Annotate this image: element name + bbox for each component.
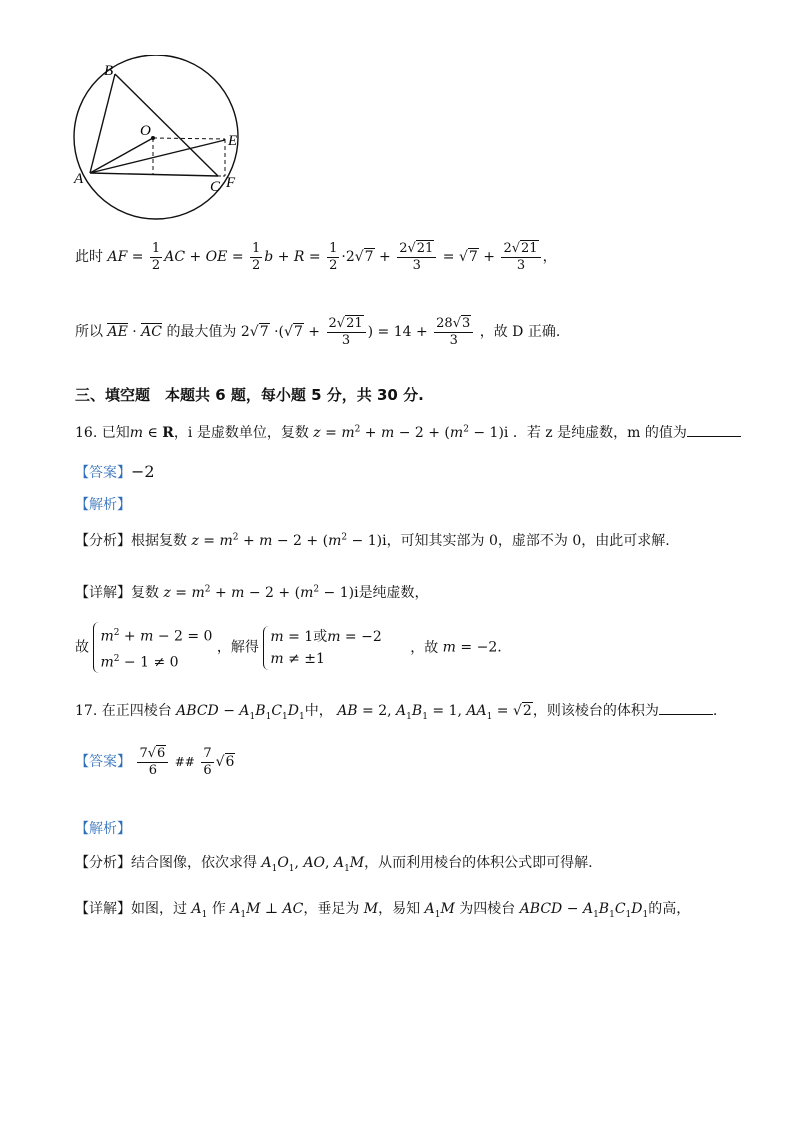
equation-AF: 此时 AF = $\frac{1}{2}$ AC + OE = $\frac{1}{2}$ b + R = $\frac{1}{2}$ ·2√7 + $\frac{2√21}{3}$ = √7 + $\frac{2√21}{3}$ ， [75, 240, 557, 273]
q16-jiexi: 【解析】 [75, 497, 131, 513]
q16-answer: 【答案】−2 [75, 462, 155, 481]
q16-stem: 16. 已知m ∈ R，i 是虚数单位，复数 $z = m^2 + m - 2 + (m^2 - 1)i$ ．若 z 是纯虚数，m 的值为 [75, 422, 741, 442]
q16-xiangjie: 【详解】复数 $z = m^2 + m - 2 + (m^2 - 1)i$是纯虚数， [75, 584, 429, 601]
label-F: F [226, 175, 236, 191]
segment-BC [115, 74, 218, 176]
label-B: B [104, 63, 114, 79]
answer-blank [659, 714, 713, 715]
equation-max-value: 所以 AE · AC 的最大值为 2√7 ·(√7 + $\frac{2√21}{3}$ ) = 14 + $\frac{28√3}{3}$ ，故 D 正确. [75, 315, 561, 348]
segment-AE [90, 140, 225, 173]
q17-stem: 17. 在正四棱台 ABCD − $A_1B_1C_1D_1$中， AB = 2, $A_1B_1 = 1$, $AA_1 = √2$，则该棱台的体积为 . [75, 703, 718, 722]
circle-figure [60, 55, 280, 245]
q17-fenxi: 【分析】结合图像，依次求得 $A_1O_1$, AO, $A_1M$，从而利用棱台的体积公式即可得解. [75, 855, 593, 874]
label-O: O [140, 123, 151, 139]
q17-xiangjie: 【详解】如图，过 $A_1$ 作 $A_1M$ ⊥ AC，垂足为 M，易知 $A_1M$ 为四棱台 ABCD − $A_1B_1C_1D_1$的高， [75, 901, 691, 920]
segment-AO [90, 138, 153, 173]
label-A: A [74, 171, 84, 187]
segment-AC [90, 173, 218, 176]
label-C: C [210, 179, 221, 195]
segment-OE-dashed [153, 138, 225, 139]
q16-system: 故 $m^2 + m - 2 = 0$ $m^2 - 1 \ne 0$ ，解得 m = 1或m = −2 m ≠ ±1 ，故 m = −2. [75, 622, 502, 673]
q17-answer: 【答案】 $\frac{7√6}{6}$ ## $\frac{7}{6}$ √6 [75, 745, 235, 778]
point-O [151, 136, 155, 140]
label-E: E [228, 133, 238, 149]
section-title: 三、填空题 本题共 6 题，每小题 5 分，共 30 分. [75, 386, 424, 404]
q16-fenxi: 【分析】根据复数 $z = m^2 + m - 2 + (m^2 - 1)i$，可知其实部为 0，虚部不为 0，由此可求解. [75, 532, 670, 549]
q17-jiexi: 【解析】 [75, 821, 131, 837]
segment-AB [90, 74, 115, 173]
answer-blank [687, 436, 741, 437]
